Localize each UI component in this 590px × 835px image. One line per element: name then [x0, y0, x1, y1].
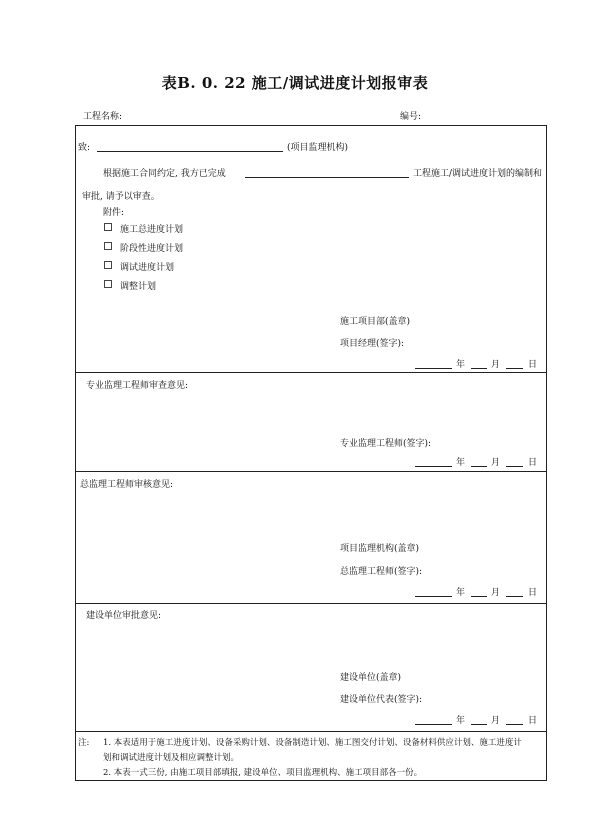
- year-label: 年: [456, 588, 466, 598]
- month-fill-line[interactable]: [471, 724, 487, 725]
- year-fill-line[interactable]: [415, 724, 452, 725]
- day-label: 日: [528, 360, 538, 370]
- day-fill-line[interactable]: [506, 466, 523, 467]
- seal-label: 建设单位(盖章): [340, 673, 402, 683]
- project-fill-line[interactable]: [245, 177, 409, 178]
- divider-section-4: [75, 603, 547, 604]
- sign-label: 总监理工程师(签字):: [340, 567, 423, 577]
- day-fill-line[interactable]: [506, 596, 523, 597]
- statement-line2: 审批, 请予以审查。: [82, 192, 160, 202]
- section-heading: 总监理工程师审核意见:: [80, 480, 174, 490]
- sign-label: 专业监理工程师(签字):: [340, 439, 432, 449]
- to-suffix: (项目监理机构): [287, 143, 349, 153]
- checkbox-icon[interactable]: [104, 280, 112, 288]
- day-label: 日: [528, 588, 538, 598]
- attachment-label-text: 调试进度计划: [120, 263, 175, 273]
- attachment-label-text: 阶段性进度计划: [120, 244, 184, 254]
- divider-section-2: [75, 372, 547, 373]
- month-label: 月: [491, 716, 501, 726]
- section-heading: 建设单位审批意见:: [86, 611, 162, 621]
- notes-label: 注:: [78, 738, 90, 748]
- year-fill-line[interactable]: [415, 596, 452, 597]
- checkbox-icon[interactable]: [104, 242, 112, 250]
- year-label: 年: [456, 360, 466, 370]
- to-label: 致:: [78, 143, 91, 153]
- checkbox-icon[interactable]: [104, 261, 112, 269]
- note-line-2: 2. 本表一式三份, 由施工项目部填报, 建设单位、项目监理机构、施工项目部各一份。: [103, 768, 423, 778]
- seal-label: 项目监理机构(盖章): [340, 544, 420, 554]
- month-fill-line[interactable]: [471, 466, 487, 467]
- month-label: 月: [491, 458, 501, 468]
- month-fill-line[interactable]: [471, 596, 487, 597]
- day-fill-line[interactable]: [506, 368, 523, 369]
- day-label: 日: [528, 716, 538, 726]
- section-heading: 专业监理工程师审查意见:: [86, 381, 189, 391]
- sign-label: 建设单位代表(签字):: [340, 695, 423, 705]
- project-name-label: 工程名称:: [83, 112, 123, 122]
- attachment-label-text: 调整计划: [120, 282, 157, 292]
- statement-suffix: 工程施工/调试进度计划的编制和: [413, 169, 543, 179]
- month-label: 月: [491, 588, 501, 598]
- checkbox-icon[interactable]: [104, 223, 112, 231]
- year-label: 年: [456, 458, 466, 468]
- attachment-label: 附件:: [103, 208, 125, 218]
- number-label: 编号:: [400, 112, 422, 122]
- attachment-label-text: 施工总进度计划: [120, 225, 184, 235]
- to-fill-line[interactable]: [97, 151, 283, 152]
- year-label: 年: [456, 716, 466, 726]
- form-title: 表B. 0. 22 施工/调试进度计划报审表: [161, 74, 429, 92]
- sign-label: 项目经理(签字):: [340, 339, 405, 349]
- note-line-1: 1. 本表适用于施工进度计划、设备采购计划、设备制造计划、施工图交付计划、设备材料供应计划、施工进度计: [103, 738, 522, 748]
- year-fill-line[interactable]: [415, 368, 452, 369]
- seal-label: 施工项目部(盖章): [340, 317, 411, 327]
- divider-section-3: [75, 471, 547, 472]
- divider-notes: [75, 731, 547, 732]
- year-fill-line[interactable]: [415, 466, 452, 467]
- day-label: 日: [528, 458, 538, 468]
- month-label: 月: [491, 360, 501, 370]
- month-fill-line[interactable]: [471, 368, 487, 369]
- note-line-1-cont: 划和调试进度计划及相应调整计划。: [103, 753, 240, 763]
- day-fill-line[interactable]: [506, 724, 523, 725]
- statement-prefix: 根据施工合同约定, 我方已完成: [103, 169, 226, 179]
